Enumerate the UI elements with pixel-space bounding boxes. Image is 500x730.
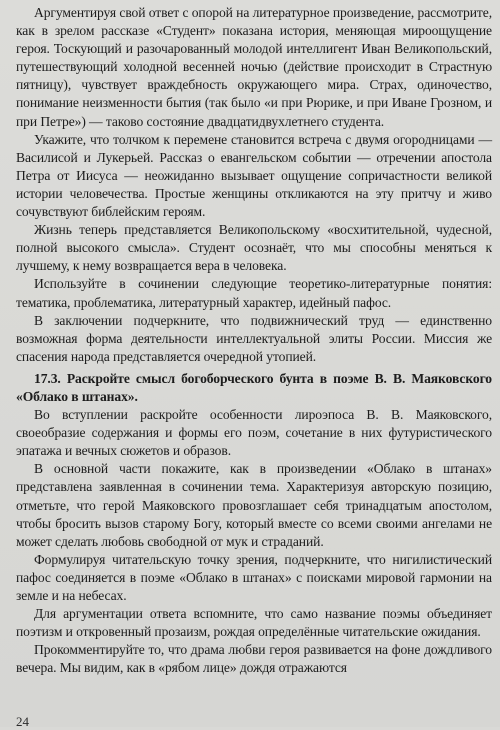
paragraph-10: Прокомментируйте то, что драма любви героя развивается на фоне дождливого вечера. Мы видим, как в «рябом лице» дождя отражаются (16, 642, 492, 676)
paragraph-3: Жизнь теперь представляется Великопольскому «восхитительной, чудесной, полной высокого смысла». Студент осознаёт, что мы способны меняться к лучшему, к нему возвращается вера в человека. (16, 222, 492, 274)
paragraph-7: В основной части покажите, как в произведении «Облако в штанах» представлена заявленная в сочинении тема. Характеризуя авторскую позицию, отметьте, что герой Маяковского провозглашает себя тринадцатым апостолом, чтобы бросить вызов старому Богу, который вместе со всеми своими ангелами не может сделать любовь свободной от мук и страданий. (16, 461, 492, 549)
paragraph-9: Для аргументации ответа вспомните, что само название поэмы объединяет поэтизм и откровенный прозаизм, рождая определённые читательские ожидания. (16, 606, 492, 640)
paragraph-4: Используйте в сочинении следующие теоретико-литературные понятия: тематика, проблематика, литературный характер, идейный пафос. (16, 276, 492, 310)
paragraph-6: Во вступлении раскройте особенности лироэпоса В. В. Маяковского, своеобразие содержания и формы его поэм, сочетание в них футуристического эпатажа и вечных сюжетов и образов. (16, 407, 492, 459)
section-heading: 17.3. Раскройте смысл богоборческого бунта в поэме В. В. Маяковского «Облако в штанах». (16, 370, 492, 404)
paragraph-5: В заключении подчеркните, что подвижнический труд — единственно возможная форма деятельности интеллектуальной элиты России. Миссия же спасения народа представляется очередной утопией. (16, 312, 492, 364)
paragraph-8: Формулируя читательскую точку зрения, подчеркните, что нигилистический пафос соединяется в поэме «Облако в штанах» с поисками мировой гармонии на земле и на небесах. (16, 551, 492, 603)
paragraph-1: Аргументируя свой ответ с опорой на литературное произведение, рассмотрите, как в зрелом рассказе «Студент» показана история, меняющая мироощущение героя. Тоскующий и разочарованный молодой интеллигент Иван Великопольский, путешествующий холодной весенней ночью (действие происходит в Страстную пятницу), чувствует враждебность окружающего мира. Страх, одиночество, понимание неизменности бытия (так было «и при Рюрике, и при Иване Грозном, и при Петре») — таково состояние двадцатидвухлетнего студента. (16, 5, 492, 129)
paragraph-2: Укажите, что толчком к перемене становится встреча с двумя огородницами — Василисой и Лукерьей. Рассказ о евангельском событии — отречении апостола Петра от Иисуса — неожиданно вызывает ощущение сопричастности великой истории человечества. Простые женщины откликаются на эту притчу и живо сочувствуют библейским героям. (16, 131, 492, 220)
page-number-fragment: 24 (16, 714, 29, 729)
